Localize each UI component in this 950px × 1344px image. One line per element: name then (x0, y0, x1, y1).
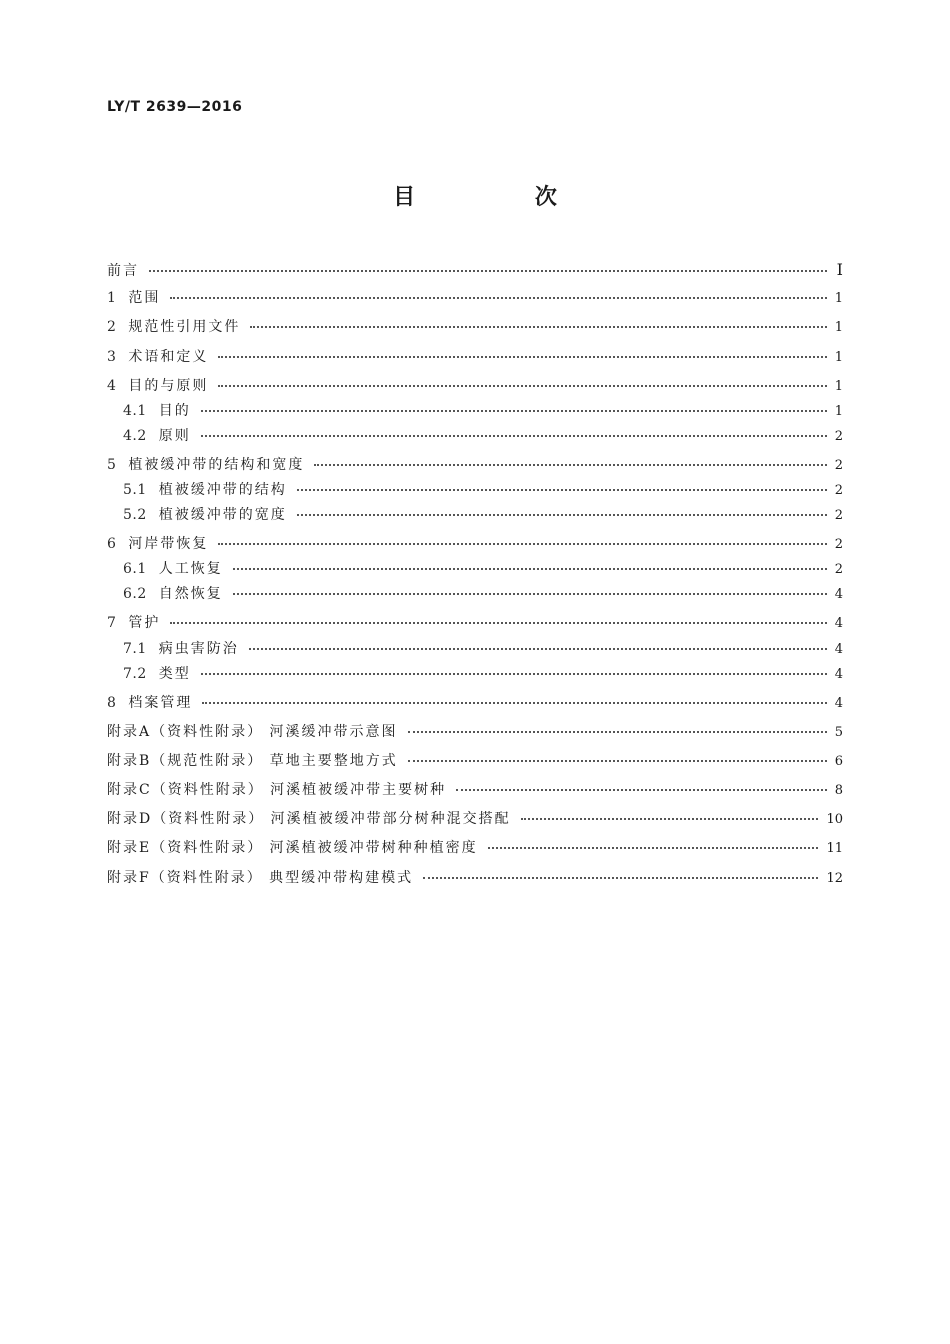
toc-entry-number: 7 (107, 615, 117, 632)
toc-entry-title: 人工恢复 (158, 561, 223, 578)
toc-entry-title: 植被缓冲带的结构和宽度 (128, 456, 305, 473)
toc-leader-dots (170, 297, 826, 299)
toc-entry-title: 档案管理 (128, 694, 193, 711)
toc-leader-dots (218, 543, 826, 545)
toc-entry-title: 附录B（规范性附录） 草地主要整地方式 (107, 752, 398, 769)
toc-entry-page: Ⅰ (836, 260, 843, 279)
toc-entry[interactable] (107, 560, 843, 585)
toc-entry-title: 自然恢复 (158, 586, 223, 603)
toc-entry-title: 河岸带恢复 (128, 536, 209, 553)
toc-entry[interactable] (107, 610, 843, 639)
toc-entry-title: 目的 (158, 402, 191, 419)
toc-leader-dots (201, 673, 827, 675)
table-of-contents (107, 256, 843, 894)
toc-entry-page: 11 (826, 841, 843, 857)
toc-entry-number: 2 (107, 319, 117, 336)
toc-leader-dots (233, 593, 827, 595)
toc-entry-number: 4 (107, 377, 117, 394)
standard-code: LY/T 2639—2016 (107, 99, 243, 115)
toc-entry[interactable] (107, 531, 843, 560)
toc-entry-title: 植被缓冲带的结构 (158, 482, 287, 499)
toc-entry-page: 2 (834, 562, 843, 578)
toc-entry-title: 原则 (158, 427, 191, 444)
toc-entry-number: 1 (107, 290, 117, 307)
toc-leader-dots (202, 702, 826, 704)
toc-entry-number: 3 (107, 348, 117, 365)
toc-leader-dots (521, 818, 819, 820)
toc-entry-page: 4 (834, 666, 843, 682)
toc-entry-page: 4 (834, 641, 843, 657)
toc-entry[interactable] (107, 777, 843, 806)
toc-entry[interactable] (107, 402, 843, 427)
toc-entry[interactable] (107, 719, 843, 748)
toc-entry-number: 5 (107, 456, 117, 473)
toc-entry-page: 1 (834, 291, 843, 307)
toc-leader-dots (250, 326, 826, 328)
toc-entry-page: 8 (834, 783, 843, 799)
toc-entry-page: 6 (834, 753, 843, 769)
toc-entry-page: 10 (826, 812, 843, 828)
toc-entry-page: 1 (834, 403, 843, 419)
toc-entry[interactable] (107, 865, 843, 894)
toc-leader-dots (149, 270, 827, 272)
toc-entry-title: 附录D（资料性附录） 河溪植被缓冲带部分树种混交搭配 (107, 811, 511, 828)
toc-entry-title: 类型 (158, 665, 191, 682)
toc-leader-dots (314, 464, 826, 466)
toc-entry-title: 规范性引用文件 (128, 319, 241, 336)
toc-entry-page: 2 (834, 508, 843, 524)
toc-entry-page: 4 (834, 616, 843, 632)
toc-entry[interactable] (107, 256, 843, 285)
toc-entry[interactable] (107, 344, 843, 373)
toc-leader-dots (423, 877, 818, 879)
toc-entry-title: 附录C（资料性附录） 河溪植被缓冲带主要树种 (107, 782, 447, 799)
toc-entry-number: 7.2 (123, 665, 147, 682)
toc-leader-dots (233, 568, 827, 570)
toc-leader-dots (297, 514, 827, 516)
toc-entry-number: 4.1 (123, 402, 147, 419)
toc-entry[interactable] (107, 748, 843, 777)
toc-entry[interactable] (107, 285, 843, 314)
toc-leader-dots (218, 356, 826, 358)
toc-entry-title: 附录F（资料性附录） 典型缓冲带构建模式 (107, 869, 414, 886)
toc-entry-title: 病虫害防治 (158, 640, 239, 657)
toc-entry-page: 5 (834, 724, 843, 740)
toc-entry-page: 4 (834, 587, 843, 603)
toc-entry-number: 4.2 (123, 427, 147, 444)
toc-entry-title: 管护 (128, 615, 161, 632)
toc-entry-page: 12 (826, 870, 843, 886)
toc-leader-dots (218, 385, 826, 387)
toc-entry-number: 6.1 (123, 561, 147, 578)
toc-entry-title: 前言 (107, 263, 139, 279)
toc-entry-title: 范围 (128, 290, 161, 307)
toc-entry[interactable] (107, 690, 843, 719)
toc-entry-page: 1 (834, 349, 843, 365)
toc-entry-number: 5.1 (123, 482, 147, 499)
toc-entry[interactable] (107, 665, 843, 690)
toc-entry-number: 7.1 (123, 640, 147, 657)
toc-leader-dots (170, 622, 826, 624)
toc-entry[interactable] (107, 585, 843, 610)
toc-leader-dots (408, 731, 827, 733)
toc-entry[interactable] (107, 835, 843, 864)
toc-leader-dots (201, 435, 827, 437)
toc-entry[interactable] (107, 506, 843, 531)
toc-leader-dots (249, 648, 827, 650)
toc-leader-dots (456, 789, 827, 791)
toc-leader-dots (297, 489, 827, 491)
toc-leader-dots (201, 410, 827, 412)
toc-entry-title: 目的与原则 (128, 377, 209, 394)
toc-entry-page: 2 (834, 428, 843, 444)
toc-leader-dots (408, 760, 827, 762)
toc-entry-number: 6 (107, 536, 117, 553)
toc-entry-page: 1 (834, 378, 843, 394)
toc-entry[interactable] (107, 427, 843, 452)
toc-leader-dots (488, 847, 819, 849)
toc-entry[interactable] (107, 452, 843, 481)
toc-entry[interactable] (107, 373, 843, 402)
toc-entry[interactable] (107, 481, 843, 506)
toc-entry[interactable] (107, 806, 843, 835)
toc-entry-page: 2 (834, 457, 843, 473)
toc-entry-title: 术语和定义 (128, 348, 209, 365)
toc-entry-number: 8 (107, 694, 117, 711)
toc-entry-title: 植被缓冲带的宽度 (158, 507, 287, 524)
toc-entry-page: 2 (834, 537, 843, 553)
toc-entry-number: 6.2 (123, 586, 147, 603)
page-title: 目 次 (393, 185, 613, 210)
toc-entry-page: 1 (834, 320, 843, 336)
toc-entry-page: 2 (834, 483, 843, 499)
toc-entry-number: 5.2 (123, 507, 147, 524)
toc-entry[interactable] (107, 640, 843, 665)
toc-entry-title: 附录A（资料性附录） 河溪缓冲带示意图 (107, 723, 398, 740)
toc-entry[interactable] (107, 314, 843, 343)
toc-entry-page: 4 (834, 695, 843, 711)
toc-entry-title: 附录E（资料性附录） 河溪植被缓冲带树种种植密度 (107, 840, 478, 857)
